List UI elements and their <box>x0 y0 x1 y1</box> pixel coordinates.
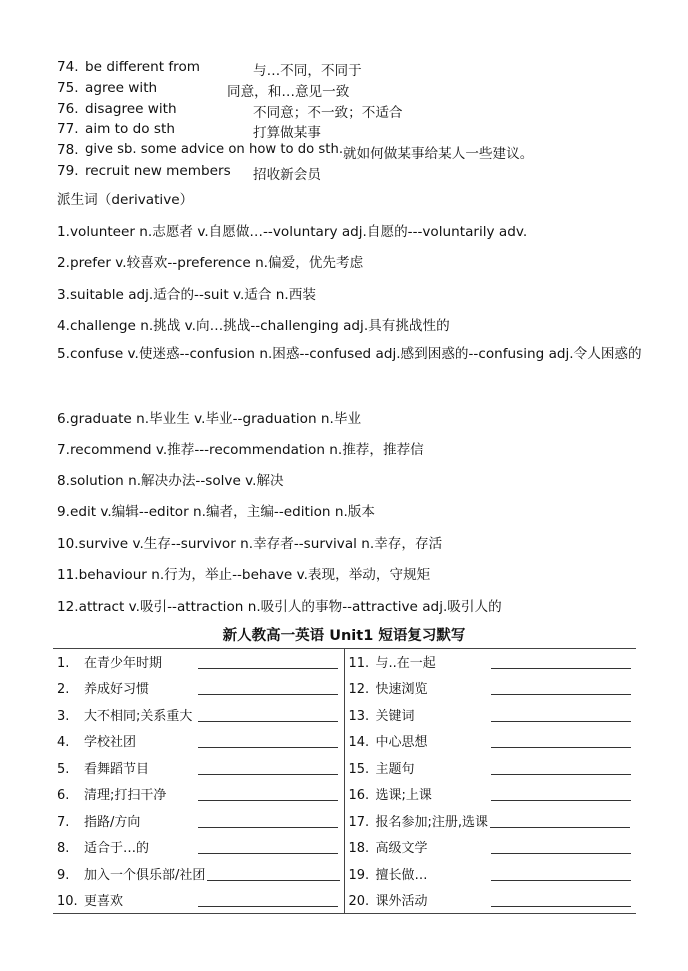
exercise-prompt: 中心思想 <box>375 735 428 751</box>
exercise-prompt: 关键词 <box>375 708 415 724</box>
exercise-cell <box>53 781 344 808</box>
answer-blank[interactable] <box>207 868 340 881</box>
exercise-cell <box>344 754 636 781</box>
exercise-prompt: 加入一个俱乐部/社团 <box>84 867 206 883</box>
phrase-chinese: 与…不同，不同于 <box>253 63 362 79</box>
answer-blank[interactable] <box>491 709 631 722</box>
exercise-prompt: 报名参加;注册,选课 <box>375 814 489 830</box>
phrase-number: 79. <box>57 163 79 179</box>
exercise-row <box>53 675 636 702</box>
phrase-english: give sb. some advice on how to do sth. <box>85 142 344 157</box>
answer-blank[interactable] <box>491 894 631 907</box>
derivative-item: 3.suitable adj.适合的--suit v.适合 n.西装 <box>57 287 316 303</box>
exercise-row <box>53 807 636 834</box>
exercise-number: 2. <box>57 682 70 698</box>
derivative-heading: 派生词（derivative） <box>57 192 194 208</box>
exercise-cell <box>53 648 344 675</box>
exercise-cell <box>53 860 344 887</box>
exercise-table <box>53 648 636 913</box>
exercise-number: 19. <box>348 867 370 883</box>
phrase-english: agree with <box>85 80 158 96</box>
table-bottom-border <box>53 913 636 914</box>
answer-blank[interactable] <box>198 788 338 801</box>
derivative-item: 8.solution n.解决办法--solve v.解决 <box>57 473 284 489</box>
derivative-item: 9.edit v.编辑--editor n.编者，主编--edition n.版本 <box>57 504 375 520</box>
exercise-prompt: 适合于…的 <box>84 841 150 857</box>
derivative-item: 11.behaviour n.行为，举止--behave v.表现，举动，守规矩 <box>57 567 431 583</box>
exercise-number: 3. <box>57 708 70 724</box>
phrase-chinese: 就如何做某事给某人一些建议。 <box>343 146 534 162</box>
exercise-cell <box>344 887 636 914</box>
exercise-row <box>53 860 636 887</box>
exercise-number: 7. <box>57 814 70 830</box>
exercise-number: 14. <box>348 735 370 751</box>
phrase-number: 74. <box>57 59 79 75</box>
derivative-item: 7.recommend v.推荐---recommendation n.推荐，推荐信 <box>57 442 424 458</box>
phrase-number: 77. <box>57 121 79 137</box>
exercise-number: 10. <box>57 894 78 910</box>
exercise-row <box>53 648 636 675</box>
answer-blank[interactable] <box>198 815 338 828</box>
phrase-row <box>57 59 677 79</box>
answer-blank[interactable] <box>491 762 631 775</box>
answer-blank[interactable] <box>491 682 631 695</box>
exercise-number: 20. <box>348 894 370 910</box>
phrase-english: disagree with <box>85 101 177 117</box>
exercise-prompt: 擅长做… <box>375 867 428 883</box>
exercise-number: 9. <box>57 867 70 883</box>
exercise-cell <box>344 701 636 728</box>
exercise-cell <box>53 834 344 861</box>
exercise-cell <box>53 807 344 834</box>
answer-blank[interactable] <box>491 788 631 801</box>
exercise-prompt: 看舞蹈节目 <box>84 761 150 777</box>
answer-blank[interactable] <box>491 656 631 669</box>
exercise-cell <box>344 675 636 702</box>
exercise-prompt: 课外活动 <box>375 894 428 910</box>
answer-blank[interactable] <box>198 894 338 907</box>
phrase-row <box>57 101 677 121</box>
exercise-cell <box>53 728 344 755</box>
answer-blank[interactable] <box>491 735 631 748</box>
exercise-prompt: 大不相同;关系重大 <box>84 708 193 724</box>
derivative-item: 5.confuse v.使迷惑--confusion n.困惑--confused adj.感到困惑的--confusing adj.令人困惑的 <box>57 346 642 362</box>
phrase-row <box>57 121 677 141</box>
exercise-number: 6. <box>57 788 70 804</box>
answer-blank[interactable] <box>198 841 338 854</box>
exercise-prompt: 高级文学 <box>375 841 428 857</box>
exercise-prompt: 主题句 <box>375 761 415 777</box>
exercise-prompt: 学校社团 <box>84 735 137 751</box>
exercise-cell <box>344 860 636 887</box>
exercise-number: 17. <box>348 814 370 830</box>
phrase-chinese: 同意，和…意见一致 <box>227 84 350 100</box>
exercise-prompt: 清理;打扫干净 <box>84 788 167 804</box>
exercise-cell <box>344 781 636 808</box>
exercise-row <box>53 781 636 808</box>
derivative-item: 6.graduate n.毕业生 v.毕业--graduation n.毕业 <box>57 411 362 427</box>
phrase-row <box>57 163 677 183</box>
derivative-item: 10.survive v.生存--survivor n.幸存者--survival n.幸存，存活 <box>57 536 443 552</box>
phrase-number: 76. <box>57 101 79 117</box>
exercise-prompt: 快速浏览 <box>375 682 428 698</box>
exercise-number: 1. <box>57 655 70 671</box>
exercise-row <box>53 728 636 755</box>
phrase-number: 75. <box>57 80 79 96</box>
exercise-number: 18. <box>348 841 370 857</box>
exercise-prompt: 养成好习惯 <box>84 682 150 698</box>
answer-blank[interactable] <box>198 735 338 748</box>
exercise-prompt: 选课;上课 <box>375 788 432 804</box>
derivative-item: 2.prefer v.较喜欢--preference n.偏爱，优先考虑 <box>57 255 364 271</box>
derivative-item: 12.attract v.吸引--attraction n.吸引人的事物--attractive adj.吸引人的 <box>57 599 502 615</box>
answer-blank[interactable] <box>491 868 631 881</box>
derivative-item: 4.challenge n.挑战 v.向…挑战--challenging adj.具有挑战性的 <box>57 318 450 334</box>
exercise-prompt: 更喜欢 <box>84 894 124 910</box>
exercise-cell <box>53 754 344 781</box>
phrase-chinese: 招收新会员 <box>253 167 321 183</box>
answer-blank[interactable] <box>490 815 630 828</box>
phrase-english: be different from <box>85 59 201 75</box>
derivative-item: 1.volunteer n.志愿者 v.自愿做…--voluntary adj.自愿的---voluntarily adv. <box>57 224 528 240</box>
phrase-row <box>57 80 677 100</box>
exercise-cell <box>344 834 636 861</box>
exercise-row <box>53 701 636 728</box>
answer-blank[interactable] <box>198 762 338 775</box>
phrase-chinese: 不同意；不一致；不适合 <box>253 105 403 121</box>
exercise-cell <box>53 675 344 702</box>
exercise-number: 12. <box>348 682 370 698</box>
phrase-row <box>57 142 677 162</box>
answer-blank[interactable] <box>198 682 338 695</box>
exercise-prompt: 在青少年时期 <box>84 655 163 671</box>
exercise-cell <box>53 701 344 728</box>
exercise-prompt: 指路/方向 <box>84 814 141 830</box>
exercise-number: 11. <box>348 655 370 671</box>
phrase-number: 78. <box>57 142 79 158</box>
exercise-number: 5. <box>57 761 70 777</box>
exercise-title: 新人教高一英语 Unit1 短语复习默写 <box>222 628 466 644</box>
answer-blank[interactable] <box>491 841 631 854</box>
exercise-prompt: 与..在一起 <box>375 655 436 671</box>
phrase-chinese: 打算做某事 <box>253 125 321 141</box>
exercise-cell <box>344 807 636 834</box>
exercise-cell <box>53 887 344 914</box>
exercise-row <box>53 834 636 861</box>
exercise-number: 15. <box>348 761 370 777</box>
answer-blank[interactable] <box>198 656 338 669</box>
exercise-number: 13. <box>348 708 370 724</box>
exercise-cell <box>344 648 636 675</box>
phrase-english: aim to do sth <box>85 121 175 137</box>
exercise-row <box>53 887 636 914</box>
exercise-number: 8. <box>57 841 70 857</box>
exercise-row <box>53 754 636 781</box>
exercise-cell <box>344 728 636 755</box>
phrase-english: recruit new members <box>85 163 231 179</box>
answer-blank[interactable] <box>198 709 338 722</box>
exercise-number: 16. <box>348 788 370 804</box>
exercise-number: 4. <box>57 735 70 751</box>
